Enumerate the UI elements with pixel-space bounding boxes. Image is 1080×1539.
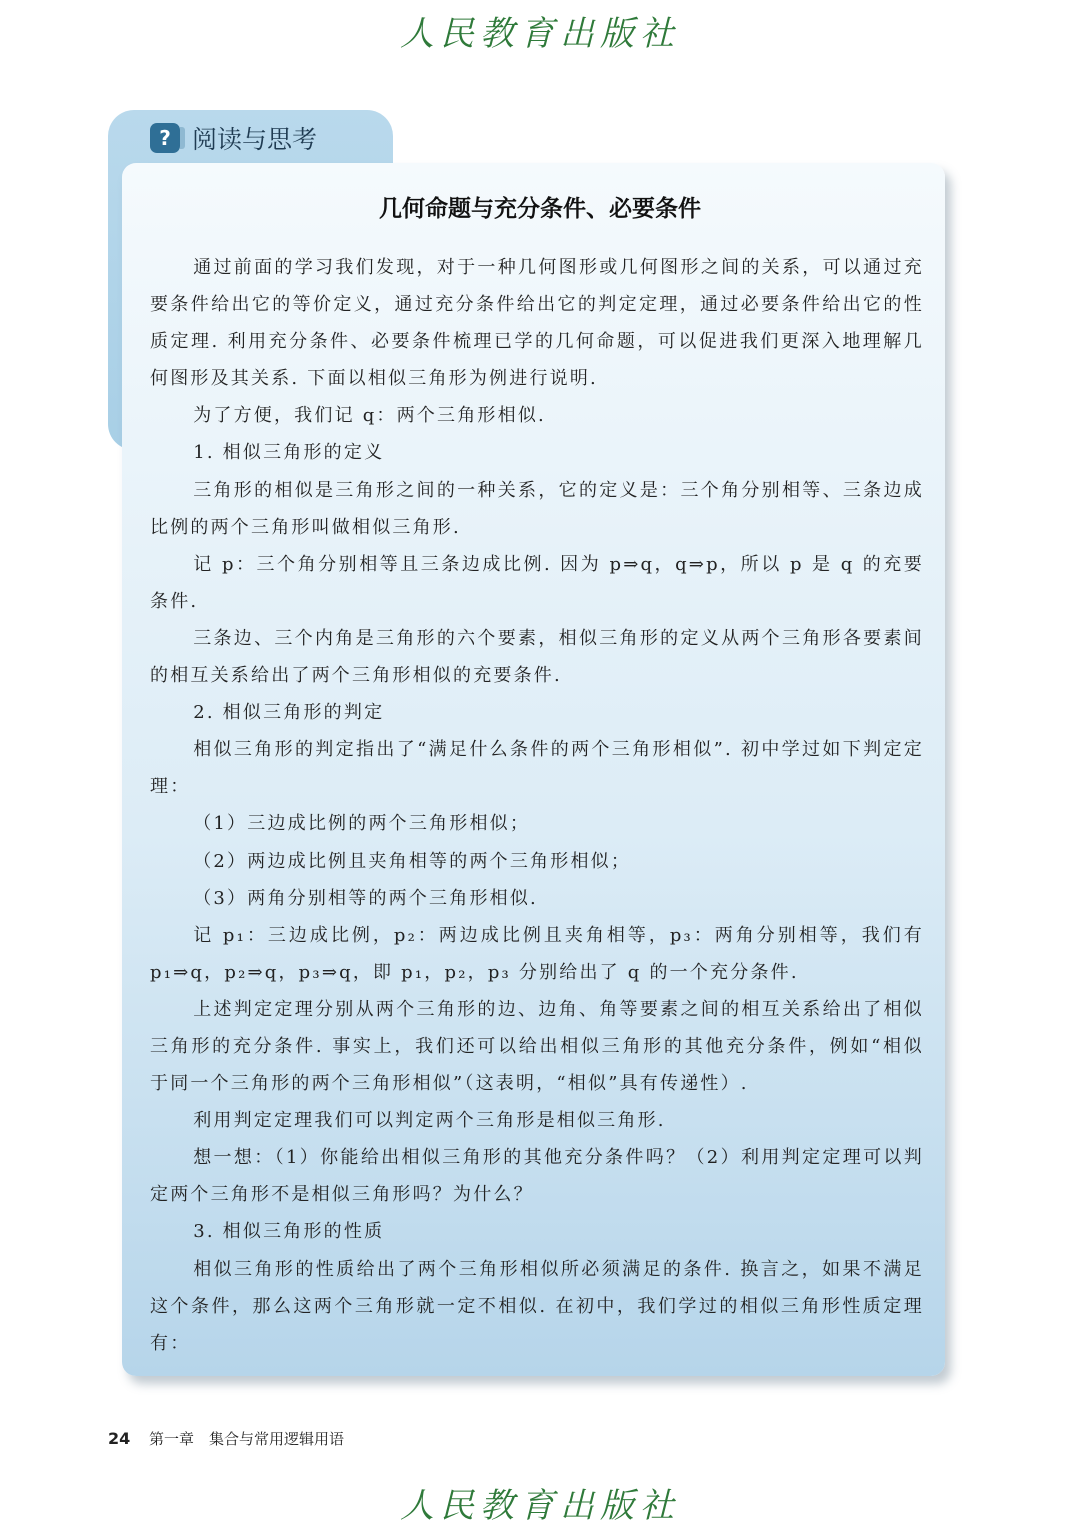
page-number: 24: [108, 1429, 131, 1448]
section-heading: 2. 相似三角形的判定: [193, 702, 385, 724]
publisher-watermark-bottom: 人民教育出版社: [400, 1486, 680, 1526]
paragraph: 利用判定定理我们可以判定两个三角形是相似三角形.: [193, 1110, 666, 1132]
section-tab: [150, 118, 317, 158]
list-item: （2）两边成比例且夹角相等的两个三角形相似；: [193, 850, 632, 872]
chapter-title: 第一章 集合与常用逻辑用语: [149, 1430, 345, 1448]
paragraph: 三条边、三个内角是三角形的六个要素，相似三角形的定义从两个三角形各要素间的相互关系给出了两个三角形相似的充要条件.: [150, 627, 924, 687]
paragraph: 相似三角形的性质给出了两个三角形相似所必须满足的条件. 换言之，如果不满足这个条件，那么这两个三角形就一定不相似. 在初中，我们学过的相似三角形性质定理有：: [150, 1258, 924, 1354]
list-item: （1）三边成比例的两个三角形相似；: [193, 813, 531, 835]
paragraph: 三角形的相似是三角形之间的一种关系，它的定义是：三个角分别相等、三条边成比例的两个三角形叫做相似三角形.: [150, 479, 924, 538]
paragraph: 上述判定定理分别从两个三角形的边、边角、角等要素之间的相互关系给出了相似三角形的充分条件. 事实上，我们还可以给出相似三角形的其他充分条件，例如“相似于同一个三角形的两个三角形相似”（这表明，“相似”具有传递性）.: [150, 998, 924, 1095]
section-heading: 1. 相似三角形的定义: [193, 442, 385, 464]
paragraph: 通过前面的学习我们发现，对于一种几何图形或几何图形之间的关系，可以通过充要条件给出它的等价定义，通过充分条件给出它的判定定理，通过必要条件给出它的性质定理. 利用充分条件、必要条件梳理已学的几何命题，可以促进我们更深入地理解几何图形及其关系. 下面以相似三角形为例进行说明.: [150, 257, 924, 390]
paragraph: 为了方便，我们记 q：两个三角形相似.: [193, 405, 546, 427]
paragraph: 相似三角形的判定指出了“满足什么条件的两个三角形相似”. 初中学过如下判定定理：: [150, 739, 924, 798]
paragraph: 记 p：三个角分别相等且三条边成比例. 因为 p⇒q，q⇒p，所以 p 是 q 的充要条件.: [150, 553, 924, 612]
article-title: 几何命题与充分条件、必要条件: [379, 196, 701, 222]
paragraph: 记 p₁：三边成比例，p₂：两边成比例且夹角相等，p₃：两角分别相等，我们有 p₁⇒q，p₂⇒q，p₃⇒q，即 p₁，p₂，p₃ 分别给出了 q 的一个充分条件.: [150, 924, 924, 983]
article-body: [150, 249, 924, 1362]
page-footer: [108, 1428, 344, 1449]
publisher-watermark-top: 人民教育出版社: [400, 14, 680, 54]
section-heading: 3. 相似三角形的性质: [193, 1221, 385, 1243]
paragraph: 想一想：（1）你能给出相似三角形的其他充分条件吗？（2）利用判定定理可以判定两个三角形不是相似三角形吗？为什么？: [150, 1147, 924, 1206]
question-book-icon: ?: [150, 123, 180, 153]
section-tab-label: 阅读与思考: [192, 125, 318, 154]
list-item: （3）两角分别相等的两个三角形相似.: [193, 887, 538, 909]
